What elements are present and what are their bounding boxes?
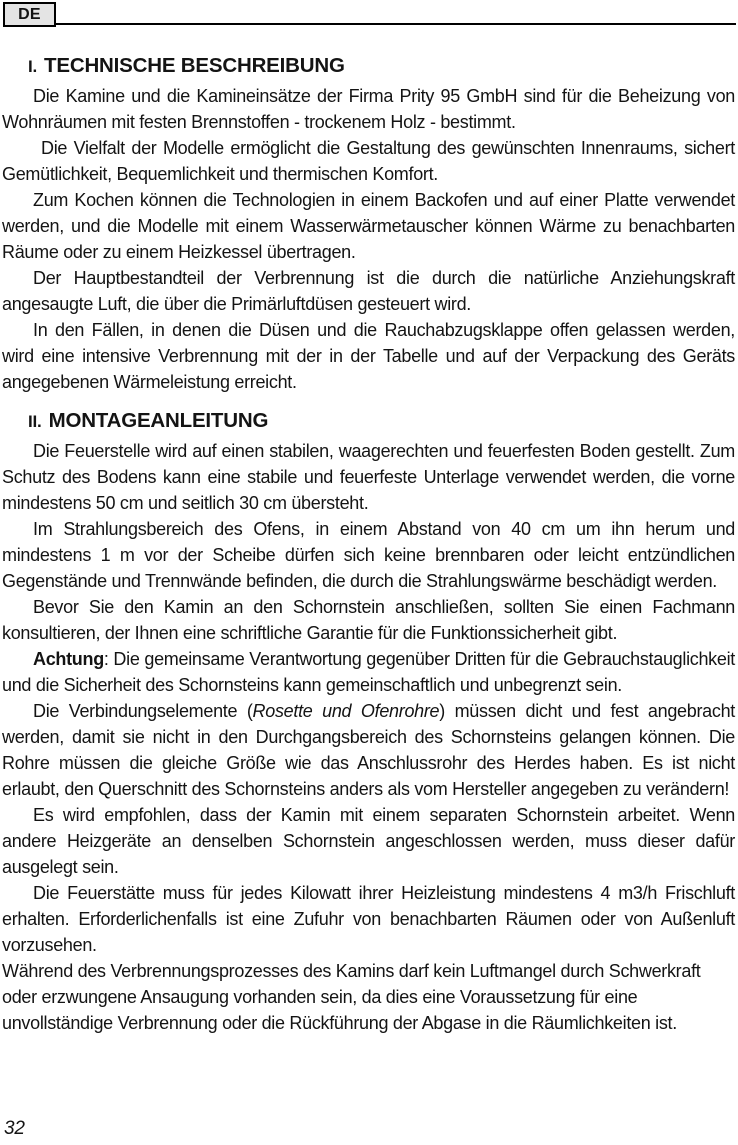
section-2-heading [2,407,735,436]
paragraph [2,698,735,802]
paragraph: Im Strahlungsbereich des Ofens, in einem Abstand von 40 cm um ihn herum und mindestens 1 m vor der Scheibe dürfen sich keine brennbaren oder leicht entzündlichen Gegenstände und Trennwände befinden, die durch die Strahlungswärme beschädigt werden. [2,519,735,591]
section-1-title: TECHNISCHE BESCHREIBUNG [44,54,345,77]
paragraph-text: ) müssen dicht und fest angebracht werden, damit sie nicht in den Durchgangsbereich des Schornsteins gelangen können. Die Rohre müssen die gleiche Größe wie das Anschlussrohr des Herdes haben. Es ist nicht erlaubt, den Querschnitt des Schornsteins anders als vom Hersteller angegeben zu verändern! [2,701,735,799]
section-2-title: MONTAGEANLEITUNG [48,409,269,432]
paragraph: Die Vielfalt der Modelle ermöglicht die Gestaltung des gewünschten Innenraums, sichert Gemütlichkeit, Bequemlichkeit und thermischen Komfort. [2,138,735,184]
section-1-heading [2,52,735,81]
section-2-number: II. [28,412,42,431]
paragraph: Es wird empfohlen, dass der Kamin mit einem separaten Schornstein arbeitet. Wenn andere Heizgeräte an denselben Schornstein angeschlossen werden, muss dieser dafür ausgelegt sein. [2,805,735,877]
page-content [0,27,738,1036]
language-tab [3,2,56,27]
paragraph-text: Die Verbindungselemente ( [33,701,253,721]
page-header [0,0,738,27]
paragraph: Die Feuerstätte muss für jedes Kilowatt ihrer Heizleistung mindestens 4 m3/h Frischluft erhalten. Erforderlichenfalls ist eine Zufuhr von benachbarten Räumen oder von Außenluft vorzusehen. [2,883,735,955]
paragraph: In den Fällen, in denen die Düsen und die Rauchabzugsklappe offen gelassen werden, wird eine intensive Verbrennung mit der in der Tabelle und auf der Verpackung des Geräts angegebenen Wärmeleistung erreicht. [2,320,735,392]
section-1-number: I. [28,57,38,76]
language-tab-label: DE [18,5,41,23]
paragraph: Zum Kochen können die Technologien in einem Backofen und auf einer Platte verwendet werden, und die Modelle mit einem Wasserwärmetauscher können Wärme zu benachbarten Räume oder zu einem Heizkessel übertragen. [2,190,735,262]
paragraph: Die Kamine und die Kamineinsätze der Firma Prity 95 GmbH sind für die Beheizung von Wohnräumen mit festen Brennstoffen - trockenem Holz - bestimmt. [2,86,735,132]
paragraph: Während des Verbrennungsprozesses des Kamins darf kein Luftmangel durch Schwerkraft oder erzwungene Ansaugung vorhanden sein, da dies eine Voraussetzung für eine unvollständige Verbrennung oder die Rückführung der Abgase in die Räumlichkeiten ist. [2,961,701,1033]
page-number: 32 [4,1118,25,1139]
paragraph: Der Hauptbestandteil der Verbrennung ist die durch die natürliche Anziehungskraft angesaugte Luft, die über die Primärluftdüsen gesteuert wird. [2,268,735,314]
warning-text: : Die gemeinsame Verantwortung gegenüber Dritten für die Gebrauchstauglichkeit und die Sicherheit des Schornsteins kann gemeinschaftlich und unbegrenzt sein. [2,649,735,695]
warning-label: Achtung [33,649,104,669]
header-rule [54,23,736,25]
paragraph-warning [2,646,735,698]
paragraph-emphasis: Rosette und Ofenrohre [252,701,440,721]
paragraph: Bevor Sie den Kamin an den Schornstein anschließen, sollten Sie einen Fachmann konsultieren, der Ihnen eine schriftliche Garantie für die Funktionssicherheit gibt. [2,597,735,643]
paragraph: Die Feuerstelle wird auf einen stabilen, waagerechten und feuerfesten Boden gestellt. Zum Schutz des Bodens kann eine stabile und feuerfeste Unterlage verwendet werden, die vorne mindestens 50 cm und seitlich 30 cm übersteht. [2,441,735,513]
